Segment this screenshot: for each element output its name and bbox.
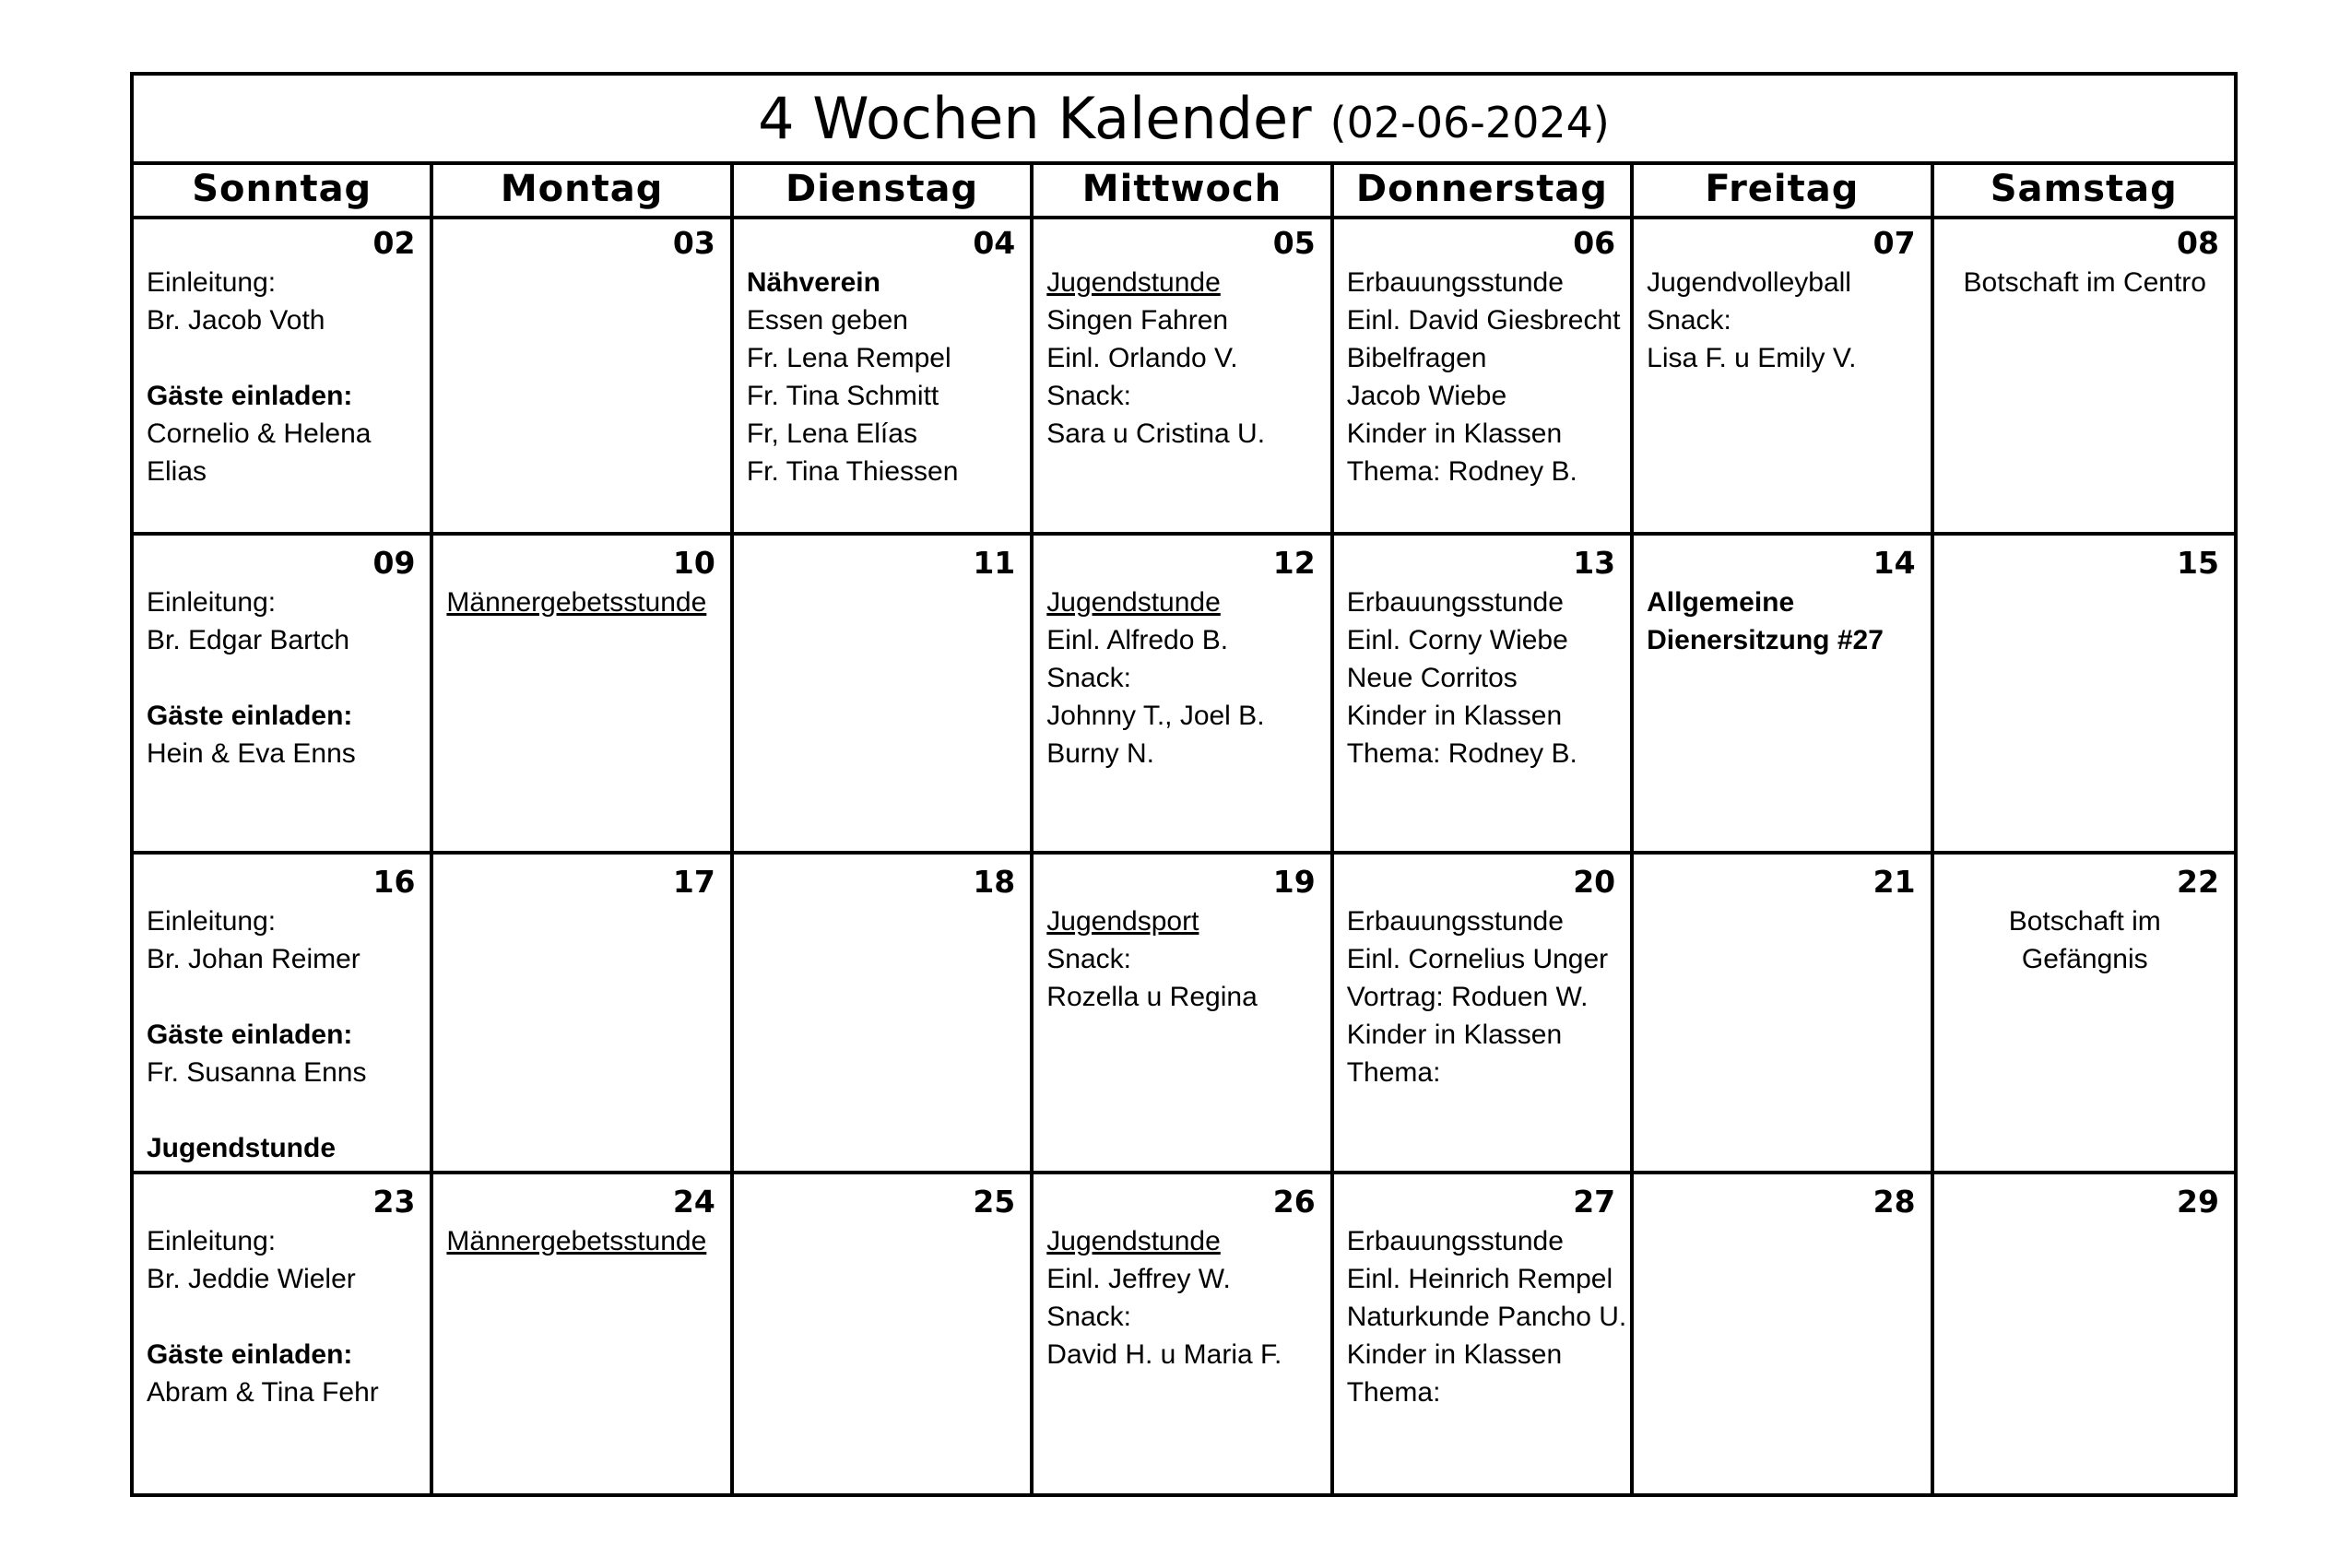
- event-title: Erbauungsstunde: [1346, 906, 1564, 937]
- cell-line: Fr. Tina Thiessen: [746, 456, 959, 487]
- cell-line: Neue Corritos: [1346, 662, 1518, 693]
- day-cell: [1634, 536, 1933, 855]
- day-cell: [1334, 855, 1634, 1174]
- day-number: 02: [372, 225, 416, 261]
- cell-line: Rozella u Regina: [1046, 982, 1258, 1012]
- day-cell: [433, 216, 733, 536]
- event-title: Erbauungsstunde: [1346, 267, 1564, 298]
- cell-line: Essen geben: [746, 305, 908, 336]
- cell-line: Thema: Rodney B.: [1346, 456, 1577, 487]
- calendar-grid: [134, 216, 2234, 1493]
- weekday-tuesday: Dienstag: [734, 161, 1034, 216]
- cell-line: Einl. Jeffrey W.: [1046, 1263, 1231, 1294]
- cell-line: Br. Jeddie Wieler: [147, 1263, 356, 1294]
- cell-line: Kinder in Klassen: [1346, 419, 1563, 449]
- day-number: 23: [372, 1183, 416, 1220]
- day-number: 09: [372, 544, 416, 581]
- day-number: 20: [1573, 864, 1616, 900]
- day-number: 11: [973, 544, 1016, 581]
- cell-line: Burny N.: [1046, 737, 1154, 769]
- cell-line: Lisa F. u Emily V.: [1647, 343, 1857, 373]
- cell-line: Abram & Tina Fehr: [147, 1376, 379, 1408]
- cell-line: Singen Fahren: [1046, 305, 1229, 336]
- cell-line: Thema:: [1346, 1376, 1441, 1408]
- cell-line: Einl. Heinrich Rempel: [1346, 1263, 1613, 1294]
- weekday-friday: Freitag: [1634, 161, 1933, 216]
- day-cell: [1334, 216, 1634, 536]
- day-number: 28: [1873, 1183, 1916, 1220]
- event-title: Jugendvolleyball: [1647, 267, 1851, 298]
- cell-line: Sara u Cristina U.: [1046, 419, 1266, 449]
- day-cell: [433, 855, 733, 1174]
- event-title: Erbauungsstunde: [1346, 1225, 1564, 1256]
- cell-line: Naturkunde Pancho U.: [1346, 1301, 1627, 1332]
- day-cell: [134, 855, 433, 1174]
- cell-line: Fr. Susanna Enns: [147, 1057, 367, 1088]
- cell-line: Snack:: [1046, 944, 1131, 974]
- day-number: 10: [672, 544, 715, 581]
- cell-line: Bibelfragen: [1346, 343, 1487, 373]
- cell-line: Fr. Tina Schmitt: [746, 381, 939, 411]
- event-title: Gefängnis: [2021, 944, 2148, 974]
- day-cell: [1034, 216, 1333, 536]
- cell-line: Einl. Cornelius Unger: [1346, 944, 1609, 974]
- day-cell: [1334, 1174, 1634, 1494]
- cell-line: Einleitung:: [147, 586, 277, 618]
- day-cell: [1634, 855, 1933, 1174]
- guests-heading: Gäste einladen:: [147, 1020, 353, 1050]
- cell-line: Vortrag: Roduen W.: [1346, 982, 1589, 1012]
- cell-line: Jacob Wiebe: [1346, 381, 1507, 411]
- day-number: 12: [1272, 544, 1316, 581]
- cell-line: Snack:: [1046, 1301, 1131, 1332]
- cell-line: Hein & Eva Enns: [147, 737, 356, 769]
- cell-line: Johnny T., Joel B.: [1046, 700, 1265, 731]
- weekday-thursday: Donnerstag: [1334, 161, 1634, 216]
- cell-line: Kinder in Klassen: [1346, 1338, 1563, 1370]
- day-number: 03: [672, 225, 715, 261]
- guests-heading: Gäste einladen:: [147, 381, 353, 411]
- day-cell: [1334, 536, 1634, 855]
- event-title: Nähverein: [746, 267, 880, 298]
- day-number: 08: [2177, 225, 2219, 261]
- event-title: Jugendsport: [1046, 906, 1199, 937]
- day-number: 22: [2177, 864, 2219, 900]
- day-number: 05: [1272, 225, 1316, 261]
- weekday-saturday: Samstag: [1990, 167, 2178, 210]
- day-number: 17: [672, 864, 715, 900]
- cell-line: David H. u Maria F.: [1046, 1338, 1282, 1370]
- day-cell: [134, 216, 433, 536]
- day-number: 27: [1573, 1183, 1616, 1220]
- event-title: Dienersitzung #27: [1647, 624, 1884, 655]
- day-number: 25: [973, 1183, 1016, 1220]
- event-title: Jugendstunde: [1046, 267, 1221, 298]
- day-cell: [734, 1174, 1034, 1494]
- title-main: 4 Wochen Kalender: [758, 85, 1312, 152]
- cell-line: Kinder in Klassen: [1346, 1020, 1563, 1050]
- cell-line: Einl. Alfredo B.: [1046, 624, 1229, 655]
- weekday-header: [134, 161, 2234, 219]
- day-number: 29: [2177, 1183, 2219, 1220]
- cell-line: Snack:: [1046, 662, 1131, 693]
- event-title: Jugendstunde: [1046, 1225, 1221, 1256]
- guests-heading: Gäste einladen:: [147, 700, 353, 731]
- day-number: 07: [1873, 225, 1916, 261]
- day-cell: [1634, 1174, 1933, 1494]
- event-title: Erbauungsstunde: [1346, 586, 1564, 618]
- day-cell: [734, 536, 1034, 855]
- day-number: 26: [1272, 1183, 1316, 1220]
- cell-line: Einleitung:: [147, 1225, 277, 1256]
- day-number: 18: [973, 864, 1016, 900]
- cell-line: Fr, Lena Elías: [746, 419, 917, 449]
- event-title: Botschaft im: [2008, 906, 2161, 937]
- day-cell: [734, 855, 1034, 1174]
- event-title: Botschaft im Centro: [1963, 267, 2206, 298]
- cell-line: Elias: [147, 456, 207, 487]
- title-date: (02-06-2024): [1329, 97, 1610, 147]
- event-title: Allgemeine: [1647, 586, 1795, 618]
- day-number: 14: [1873, 544, 1916, 581]
- cell-line: Cornelio & Helena: [147, 419, 372, 449]
- day-number: 15: [2177, 544, 2219, 581]
- cell-line: Einl. David Giesbrecht: [1346, 305, 1621, 336]
- weekday-wednesday: Mittwoch: [1034, 161, 1333, 216]
- cell-line: Thema:: [1346, 1057, 1441, 1088]
- day-number: 24: [672, 1183, 715, 1220]
- event-title: Jugendstunde: [147, 1133, 337, 1163]
- day-number: 06: [1573, 225, 1616, 261]
- cell-line: Fr. Lena Rempel: [746, 343, 951, 373]
- cell-line: Snack:: [1647, 305, 1731, 336]
- day-cell: [1034, 855, 1333, 1174]
- event-title: Jugendstunde: [1046, 586, 1221, 618]
- cell-line: Br. Johan Reimer: [147, 944, 360, 974]
- day-cell: [1934, 216, 2234, 536]
- day-number: 04: [973, 225, 1016, 261]
- cell-line: Kinder in Klassen: [1346, 700, 1563, 731]
- cell-line: Einleitung:: [147, 906, 277, 937]
- day-cell: [134, 1174, 433, 1494]
- day-number: 13: [1573, 544, 1616, 581]
- weekday-sunday: Sonntag: [134, 161, 433, 216]
- day-number: 16: [372, 864, 416, 900]
- day-cell: [433, 1174, 733, 1494]
- weekday-monday: Montag: [433, 161, 733, 216]
- cell-line: Thema: Rodney B.: [1346, 737, 1577, 769]
- cell-line: Einleitung:: [147, 267, 277, 298]
- day-cell: [433, 536, 733, 855]
- day-cell: [1034, 1174, 1333, 1494]
- cell-line: Snack:: [1046, 381, 1131, 411]
- cell-line: Br. Jacob Voth: [147, 305, 325, 336]
- day-cell: [1934, 855, 2234, 1174]
- event-title: Männergebetsstunde: [446, 1225, 707, 1256]
- day-cell: [1934, 1174, 2234, 1494]
- day-cell: [1934, 536, 2234, 855]
- day-number: 19: [1272, 864, 1316, 900]
- guests-heading: Gäste einladen:: [147, 1338, 353, 1370]
- cell-line: Einl. Orlando V.: [1046, 343, 1238, 373]
- event-title: Männergebetsstunde: [446, 586, 707, 618]
- cell-line: Einl. Corny Wiebe: [1346, 624, 1568, 655]
- day-cell: [1634, 216, 1933, 536]
- day-number: 21: [1873, 864, 1916, 900]
- cell-line: Br. Edgar Bartch: [147, 624, 350, 655]
- calendar: [130, 72, 2238, 1497]
- day-cell: [134, 536, 433, 855]
- calendar-title: [134, 76, 2234, 165]
- day-cell: [1034, 536, 1333, 855]
- day-cell: [734, 216, 1034, 536]
